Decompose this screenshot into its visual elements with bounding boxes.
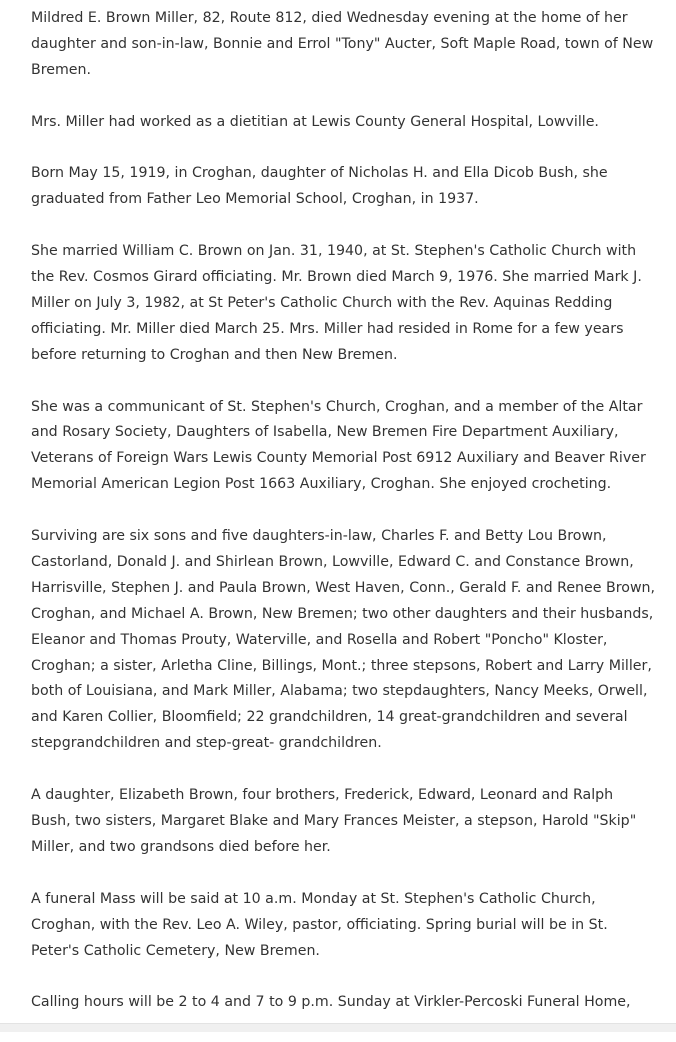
paragraph-marriages: She married William C. Brown on Jan. 31, 1940, at St. Stephen's Catholic Church with the Rev. Cosmos Girard officiating. Mr. Brown died March 9, 1976. She married Mark J. Miller on July 3, 1982, at St Peter's Catholic Church with the Rev. Aquinas Redding officiating. Mr. Miller died March 25. Mrs. Miller had resided in Rome for a few years before returning to Croghan and then New Bremen. <box>31 243 642 363</box>
paragraph-death-notice: Mildred E. Brown Miller, 82, Route 812, died Wednesday evening at the home of her daughter and son-in-law, Bonnie and Errol "Tony" Aucter, Soft Maple Road, town of New Bremen. <box>31 10 654 78</box>
paragraph-memberships: She was a communicant of St. Stephen's Church, Croghan, and a member of the Altar and Rosary Society, Daughters of Isabella, New Bremen Fire Department Auxiliary, Veterans of Foreign Wars Lewis County Memorial Post 6912 Auxiliary and Beaver River Memorial American Legion Post 1663 Auxiliary, Croghan. She enjoyed crocheting. <box>31 398 646 493</box>
paragraph-career: Mrs. Miller had worked as a dietitian at Lewis County General Hospital, Lowville. <box>31 113 599 130</box>
obituary-article <box>31 6 656 1042</box>
paragraph-survivors: Surviving are six sons and five daughters-in-law, Charles F. and Betty Lou Brown, Castorland, Donald J. and Shirlean Brown, Lowville, Edward C. and Constance Brown, Harrisville, Stephen J. and Paula Brown, West Haven, Conn., Gerald F. and Renee Brown, Croghan, and Michael A. Brown, New Bremen; two other daughters and their husbands, Eleanor and Thomas Prouty, Waterville, and Rosella and Robert "Poncho" Kloster, Croghan; a sister, Arletha Cline, Billings, Mont.; three stepsons, Robert and Larry Miller, both of Louisiana, and Mark Miller, Alabama; two stepdaughters, Nancy Meeks, Orwell, and Karen Collier, Bloomfield; 22 grandchildren, 14 great-grandchildren and several stepgrandchildren and step-great- grandchildren. <box>31 528 656 752</box>
paragraph-birth-education: Born May 15, 1919, in Croghan, daughter of Nicholas H. and Ella Dicob Bush, she graduated from Father Leo Memorial School, Croghan, in 1937. <box>31 165 608 208</box>
paragraph-predeceased: A daughter, Elizabeth Brown, four brothers, Frederick, Edward, Leonard and Ralph Bush, two sisters, Margaret Blake and Mary Frances Meister, a stepson, Harold "Skip" Miller, and two grandsons died before her. <box>31 787 637 855</box>
paragraph-calling-hours: Calling hours will be 2 to 4 and 7 to 9 p.m. Sunday at Virkler-Percoski Funeral Home, <box>31 994 631 1011</box>
horizontal-scrollbar-track[interactable] <box>0 1023 676 1032</box>
paragraph-funeral-mass: A funeral Mass will be said at 10 a.m. Monday at St. Stephen's Catholic Church, Croghan, with the Rev. Leo A. Wiley, pastor, officiating. Spring burial will be in St. Peter's Catholic Cemetery, New Bremen. <box>31 890 608 959</box>
